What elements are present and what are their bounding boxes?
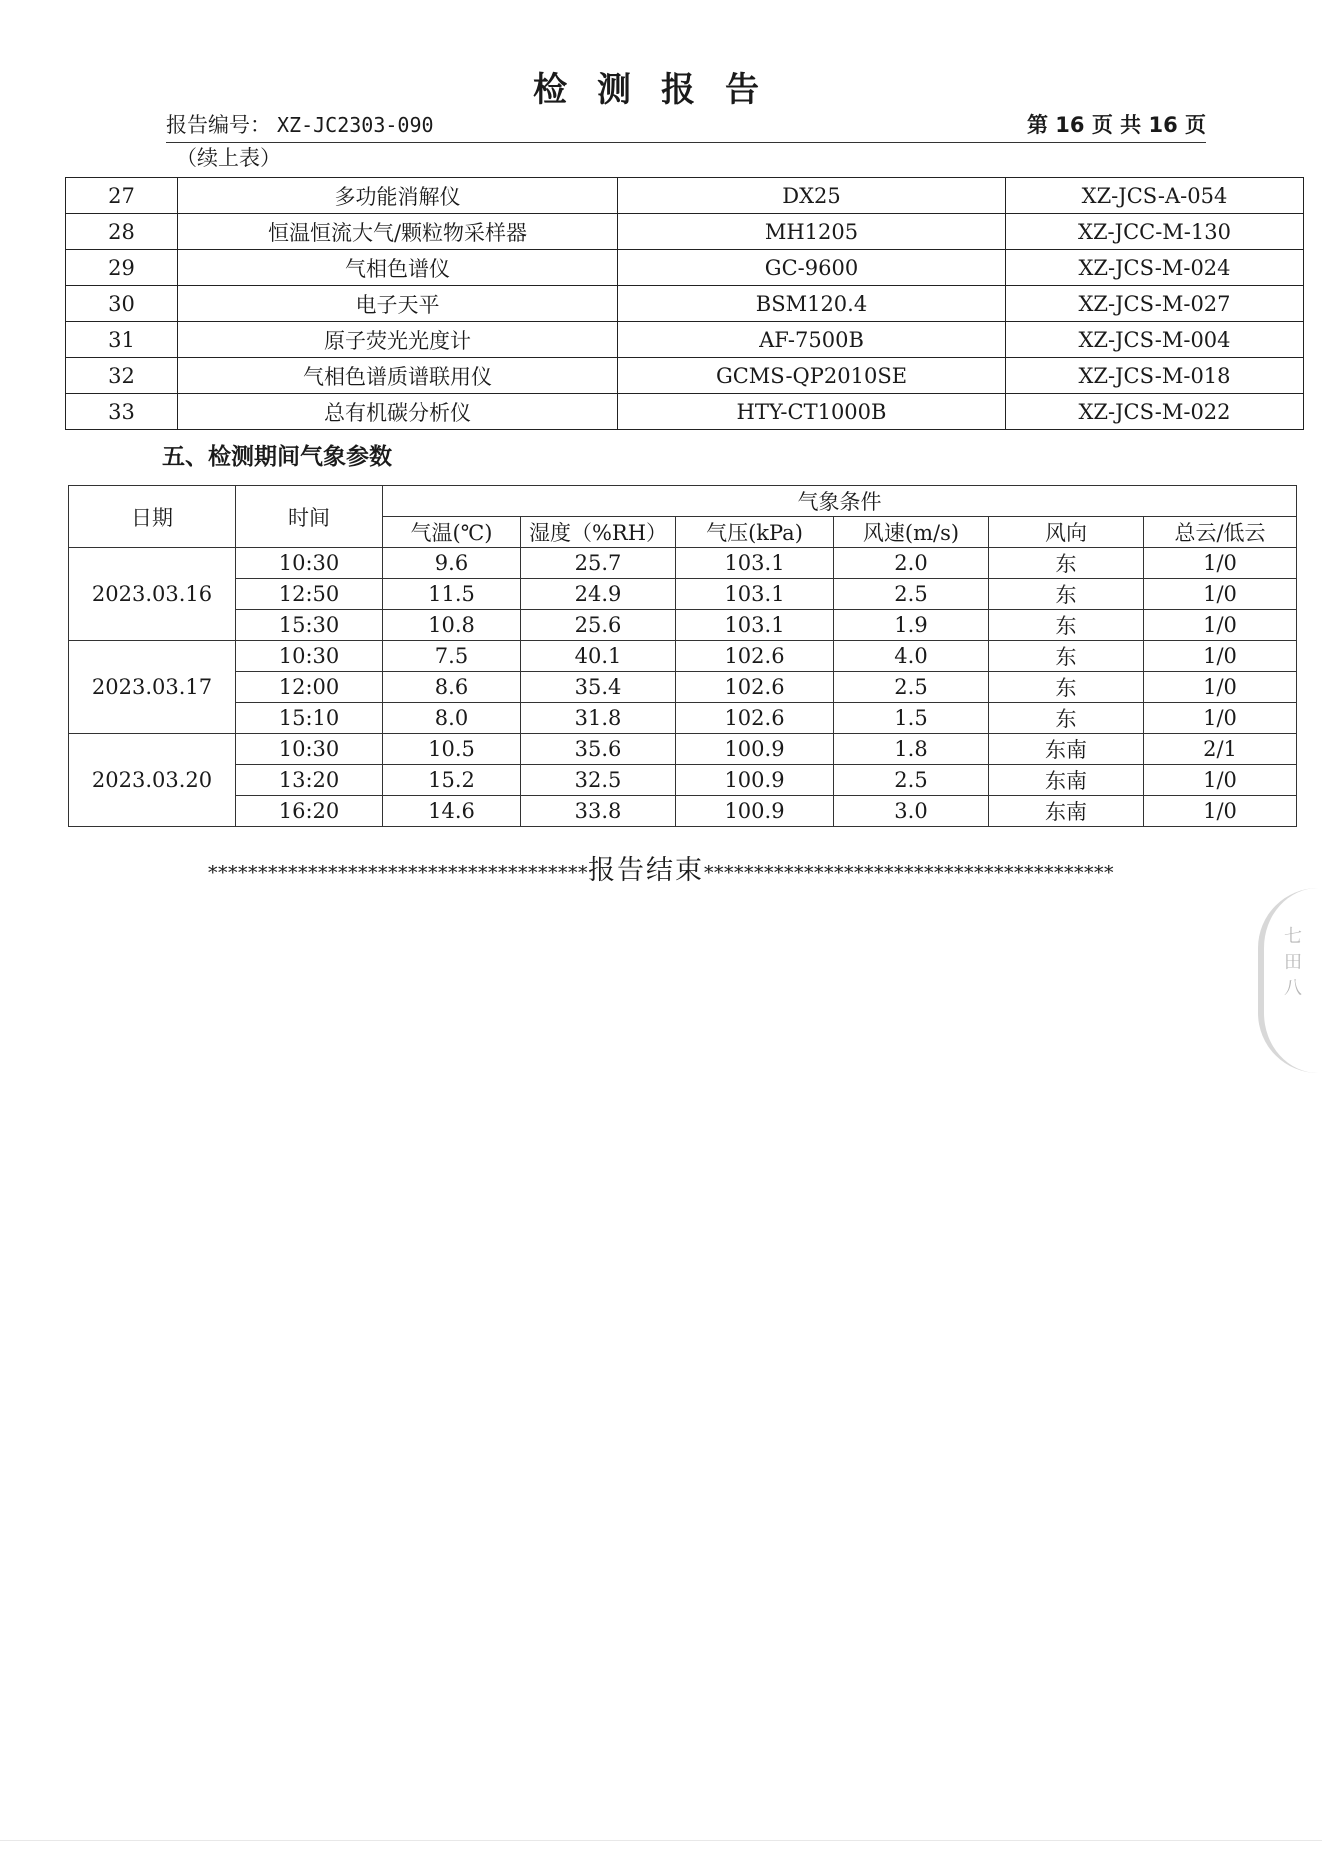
weather-time: 10:30 — [236, 548, 383, 579]
weather-humidity: 40.1 — [521, 641, 676, 672]
weather-cloud-cover: 1/0 — [1144, 765, 1297, 796]
equipment-name: 电子天平 — [178, 286, 618, 322]
equipment-row — [66, 286, 1304, 322]
equipment-model: GCMS-QP2010SE — [618, 358, 1006, 394]
equipment-row — [66, 394, 1304, 430]
header-wind-speed: 风速(m/s) — [834, 517, 989, 548]
equipment-number: 27 — [66, 178, 178, 214]
weather-wind-speed: 3.0 — [834, 796, 989, 827]
weather-row — [69, 579, 1297, 610]
equipment-row — [66, 322, 1304, 358]
weather-date: 2023.03.17 — [69, 641, 236, 734]
weather-row — [69, 610, 1297, 641]
header-date: 日期 — [69, 486, 236, 548]
weather-date: 2023.03.16 — [69, 548, 236, 641]
report-title: 检测报告 — [533, 70, 789, 110]
weather-pressure: 103.1 — [676, 579, 834, 610]
equipment-name: 气相色谱仪 — [178, 250, 618, 286]
weather-humidity: 24.9 — [521, 579, 676, 610]
weather-temperature: 11.5 — [383, 579, 521, 610]
weather-date: 2023.03.20 — [69, 734, 236, 827]
weather-time: 15:10 — [236, 703, 383, 734]
weather-table — [68, 485, 1297, 827]
weather-cloud-cover: 1/0 — [1144, 641, 1297, 672]
equipment-code: XZ-JCS-M-022 — [1006, 394, 1304, 430]
weather-wind-speed: 1.5 — [834, 703, 989, 734]
equipment-model: AF-7500B — [618, 322, 1006, 358]
weather-row — [69, 796, 1297, 827]
end-stars-left: ************************************** — [208, 862, 588, 884]
weather-humidity: 25.7 — [521, 548, 676, 579]
header-temperature: 气温(℃) — [383, 517, 521, 548]
weather-humidity: 31.8 — [521, 703, 676, 734]
weather-wind-speed: 4.0 — [834, 641, 989, 672]
page-info: 第 16 页 共 16 页 — [1026, 113, 1206, 137]
weather-wind-speed: 2.0 — [834, 548, 989, 579]
equipment-model: HTY-CT1000B — [618, 394, 1006, 430]
equipment-name: 气相色谱质谱联用仪 — [178, 358, 618, 394]
equipment-model: DX25 — [618, 178, 1006, 214]
weather-temperature: 8.0 — [383, 703, 521, 734]
weather-humidity: 33.8 — [521, 796, 676, 827]
report-end-text: 报告结束 — [588, 855, 704, 886]
page-bottom-rule — [0, 1840, 1322, 1841]
weather-row — [69, 641, 1297, 672]
equipment-number: 31 — [66, 322, 178, 358]
weather-pressure: 102.6 — [676, 703, 834, 734]
report-header — [166, 108, 1206, 143]
weather-pressure: 102.6 — [676, 641, 834, 672]
weather-wind-direction: 东南 — [989, 796, 1144, 827]
weather-wind-direction: 东 — [989, 548, 1144, 579]
continued-label: （续上表） — [176, 146, 281, 170]
weather-humidity: 35.6 — [521, 734, 676, 765]
weather-pressure: 103.1 — [676, 548, 834, 579]
equipment-number: 28 — [66, 214, 178, 250]
weather-pressure: 100.9 — [676, 734, 834, 765]
header-time: 时间 — [236, 486, 383, 548]
header-wind-direction: 风向 — [989, 517, 1144, 548]
header-humidity: 湿度（%RH） — [521, 517, 676, 548]
equipment-code: XZ-JCS-M-024 — [1006, 250, 1304, 286]
weather-temperature: 8.6 — [383, 672, 521, 703]
weather-wind-direction: 东 — [989, 579, 1144, 610]
weather-wind-direction: 东 — [989, 703, 1144, 734]
header-weather-conditions: 气象条件 — [383, 486, 1297, 517]
header-cloud-cover: 总云/低云 — [1144, 517, 1297, 548]
report-number-value: XZ-JC2303-090 — [277, 113, 434, 137]
weather-temperature: 10.5 — [383, 734, 521, 765]
weather-pressure: 100.9 — [676, 796, 834, 827]
weather-time: 16:20 — [236, 796, 383, 827]
weather-humidity: 25.6 — [521, 610, 676, 641]
weather-wind-direction: 东南 — [989, 734, 1144, 765]
equipment-table — [65, 177, 1304, 430]
weather-cloud-cover: 1/0 — [1144, 610, 1297, 641]
weather-row — [69, 548, 1297, 579]
weather-cloud-cover: 2/1 — [1144, 734, 1297, 765]
equipment-number: 30 — [66, 286, 178, 322]
equipment-number: 29 — [66, 250, 178, 286]
weather-wind-speed: 2.5 — [834, 672, 989, 703]
weather-temperature: 14.6 — [383, 796, 521, 827]
weather-cloud-cover: 1/0 — [1144, 548, 1297, 579]
weather-wind-speed: 1.8 — [834, 734, 989, 765]
weather-wind-speed: 1.9 — [834, 610, 989, 641]
weather-temperature: 7.5 — [383, 641, 521, 672]
section-title: 五、检测期间气象参数 — [162, 444, 392, 470]
weather-humidity: 35.4 — [521, 672, 676, 703]
weather-pressure: 102.6 — [676, 672, 834, 703]
equipment-model: BSM120.4 — [618, 286, 1006, 322]
weather-wind-speed: 2.5 — [834, 765, 989, 796]
equipment-name: 恒温恒流大气/颗粒物采样器 — [178, 214, 618, 250]
equipment-code: XZ-JCS-M-027 — [1006, 286, 1304, 322]
equipment-code: XZ-JCS-M-004 — [1006, 322, 1304, 358]
equipment-row — [66, 358, 1304, 394]
weather-time: 13:20 — [236, 765, 383, 796]
weather-pressure: 103.1 — [676, 610, 834, 641]
weather-wind-direction: 东 — [989, 610, 1144, 641]
weather-cloud-cover: 1/0 — [1144, 703, 1297, 734]
weather-pressure: 100.9 — [676, 765, 834, 796]
equipment-code: XZ-JCS-M-018 — [1006, 358, 1304, 394]
weather-time: 12:00 — [236, 672, 383, 703]
equipment-number: 32 — [66, 358, 178, 394]
weather-temperature: 15.2 — [383, 765, 521, 796]
equipment-name: 多功能消解仪 — [178, 178, 618, 214]
weather-temperature: 10.8 — [383, 610, 521, 641]
report-number — [166, 109, 434, 139]
equipment-model: MH1205 — [618, 214, 1006, 250]
header-pressure: 气压(kPa) — [676, 517, 834, 548]
weather-wind-direction: 东 — [989, 641, 1144, 672]
weather-row — [69, 672, 1297, 703]
weather-cloud-cover: 1/0 — [1144, 796, 1297, 827]
weather-row — [69, 734, 1297, 765]
equipment-model: GC-9600 — [618, 250, 1006, 286]
report-number-label: 报告编号： — [166, 113, 271, 137]
equipment-code: XZ-JCC-M-130 — [1006, 214, 1304, 250]
weather-time: 12:50 — [236, 579, 383, 610]
report-end-line — [0, 848, 1322, 887]
seal-stamp-text: 七田八 — [1281, 926, 1302, 1004]
weather-row — [69, 765, 1297, 796]
equipment-code: XZ-JCS-A-054 — [1006, 178, 1304, 214]
weather-time: 10:30 — [236, 734, 383, 765]
weather-temperature: 9.6 — [383, 548, 521, 579]
end-stars-right: ***************************************** — [704, 862, 1114, 884]
equipment-number: 33 — [66, 394, 178, 430]
weather-row — [69, 703, 1297, 734]
equipment-name: 原子荧光光度计 — [178, 322, 618, 358]
weather-cloud-cover: 1/0 — [1144, 672, 1297, 703]
weather-wind-speed: 2.5 — [834, 579, 989, 610]
weather-time: 10:30 — [236, 641, 383, 672]
seal-stamp — [1258, 888, 1322, 1073]
weather-wind-direction: 东 — [989, 672, 1144, 703]
equipment-name: 总有机碳分析仪 — [178, 394, 618, 430]
equipment-row — [66, 178, 1304, 214]
weather-wind-direction: 东南 — [989, 765, 1144, 796]
weather-humidity: 32.5 — [521, 765, 676, 796]
equipment-row — [66, 250, 1304, 286]
equipment-row — [66, 214, 1304, 250]
weather-cloud-cover: 1/0 — [1144, 579, 1297, 610]
weather-time: 15:30 — [236, 610, 383, 641]
